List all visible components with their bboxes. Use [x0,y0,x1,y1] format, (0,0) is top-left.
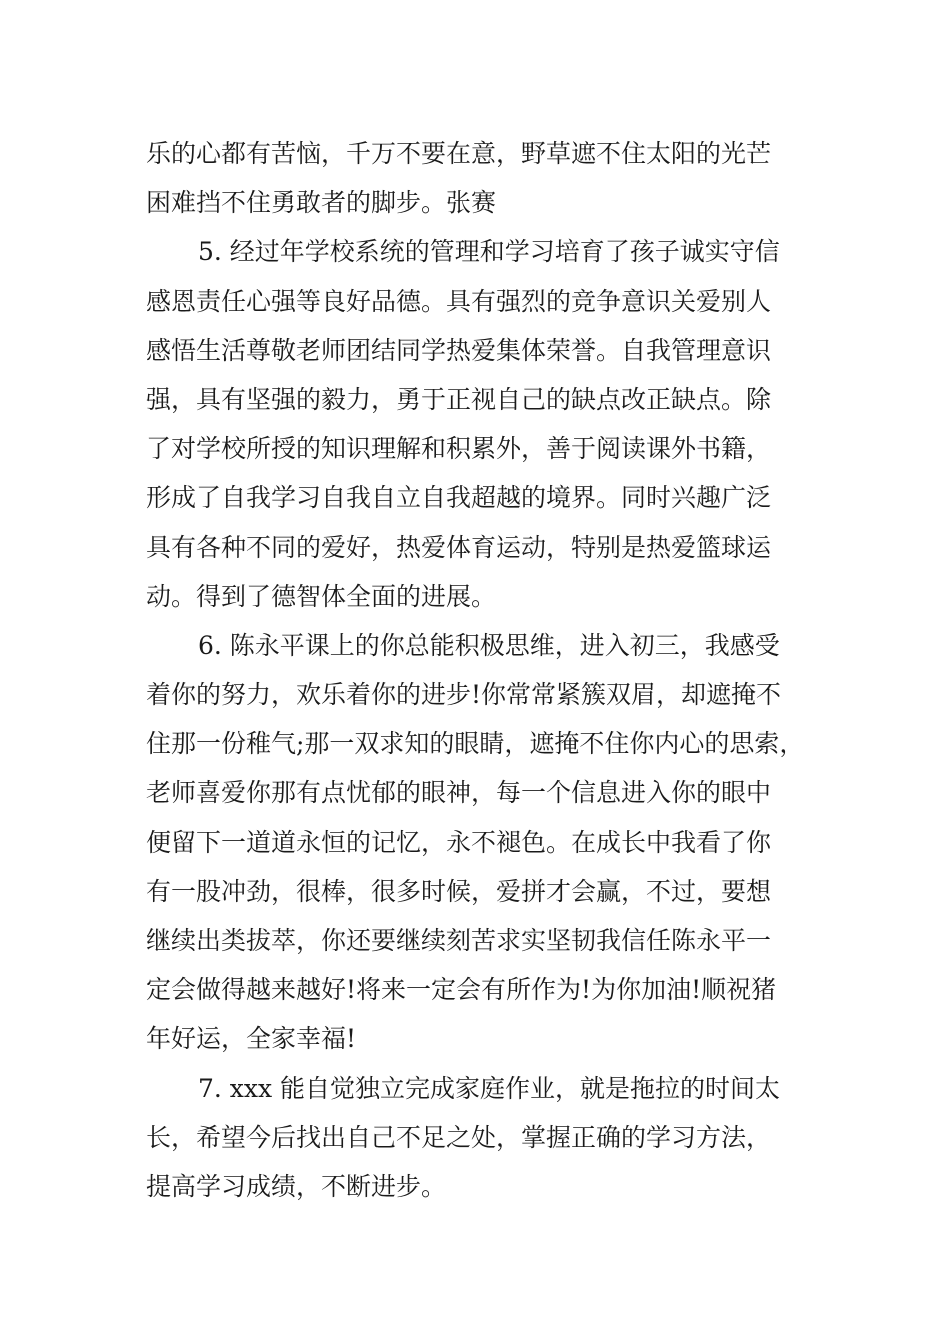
text-line: 强，具有坚强的毅力，勇于正视自己的缺点改正缺点。除 [146,384,772,414]
text-line: 动。得到了德智体全面的进展。 [146,581,497,611]
paragraph-first-line: 6. 陈永平课上的你总能积极思维，进入初三，我感受 [198,630,780,660]
text-line: 长，希望今后找出自己不足之处，掌握正确的学习方法， [146,1122,772,1152]
text-line: 继续出类拔萃，你还要继续刻苦求实坚韧我信任陈永平一 [146,926,772,955]
text-line: 具有各种不同的爱好，热爱体育运动，特别是热爱篮球运 [146,532,772,562]
text-line: 乐的心都有苦恼，千万不要在意，野草遮不住太阳的光芒 [146,139,772,168]
text-line: 提高学习成绩，不断进步。 [146,1171,447,1201]
text-line: 老师喜爱你那有点忧郁的眼神，每一个信息进入你的眼中 [146,778,772,808]
text-line: 定会做得越来越好!将来一定会有所作为!为你加油!顺祝猪 [146,975,777,1005]
document-body [146,129,836,1211]
text-line: 形成了自我学习自我自立自我超越的境界。同时兴趣广泛 [146,483,772,513]
text-line: 感恩责任心强等良好品德。具有强烈的竞争意识关爱别人 [146,286,772,316]
text-line: 便留下一道道永恒的记忆，永不褪色。在成长中我看了你 [146,827,772,857]
text-line: 感悟生活尊敬老师团结同学热爱集体荣誉。自我管理意识 [146,335,772,365]
text-line: 年好运，全家幸福! [146,1024,357,1054]
paragraph-first-line: 7. xxx 能自觉独立完成家庭作业，就是拖拉的时间太 [198,1073,781,1103]
paragraph-first-line: 5. 经过年学校系统的管理和学习培育了孩子诚实守信 [198,237,780,267]
text-line: 困难挡不住勇敢者的脚步。张赛 [146,188,497,218]
text-line: 住那一份稚气;那一双求知的眼睛，遮掩不住你内心的思索， [146,729,805,759]
text-line: 了对学校所授的知识理解和积累外，善于阅读课外书籍， [146,434,772,464]
text-line: 有一股冲劲，很棒，很多时候，爱拼才会赢，不过，要想 [146,876,772,906]
text-line: 着你的努力，欢乐着你的进步!你常常紧簇双眉，却遮掩不 [146,680,782,710]
